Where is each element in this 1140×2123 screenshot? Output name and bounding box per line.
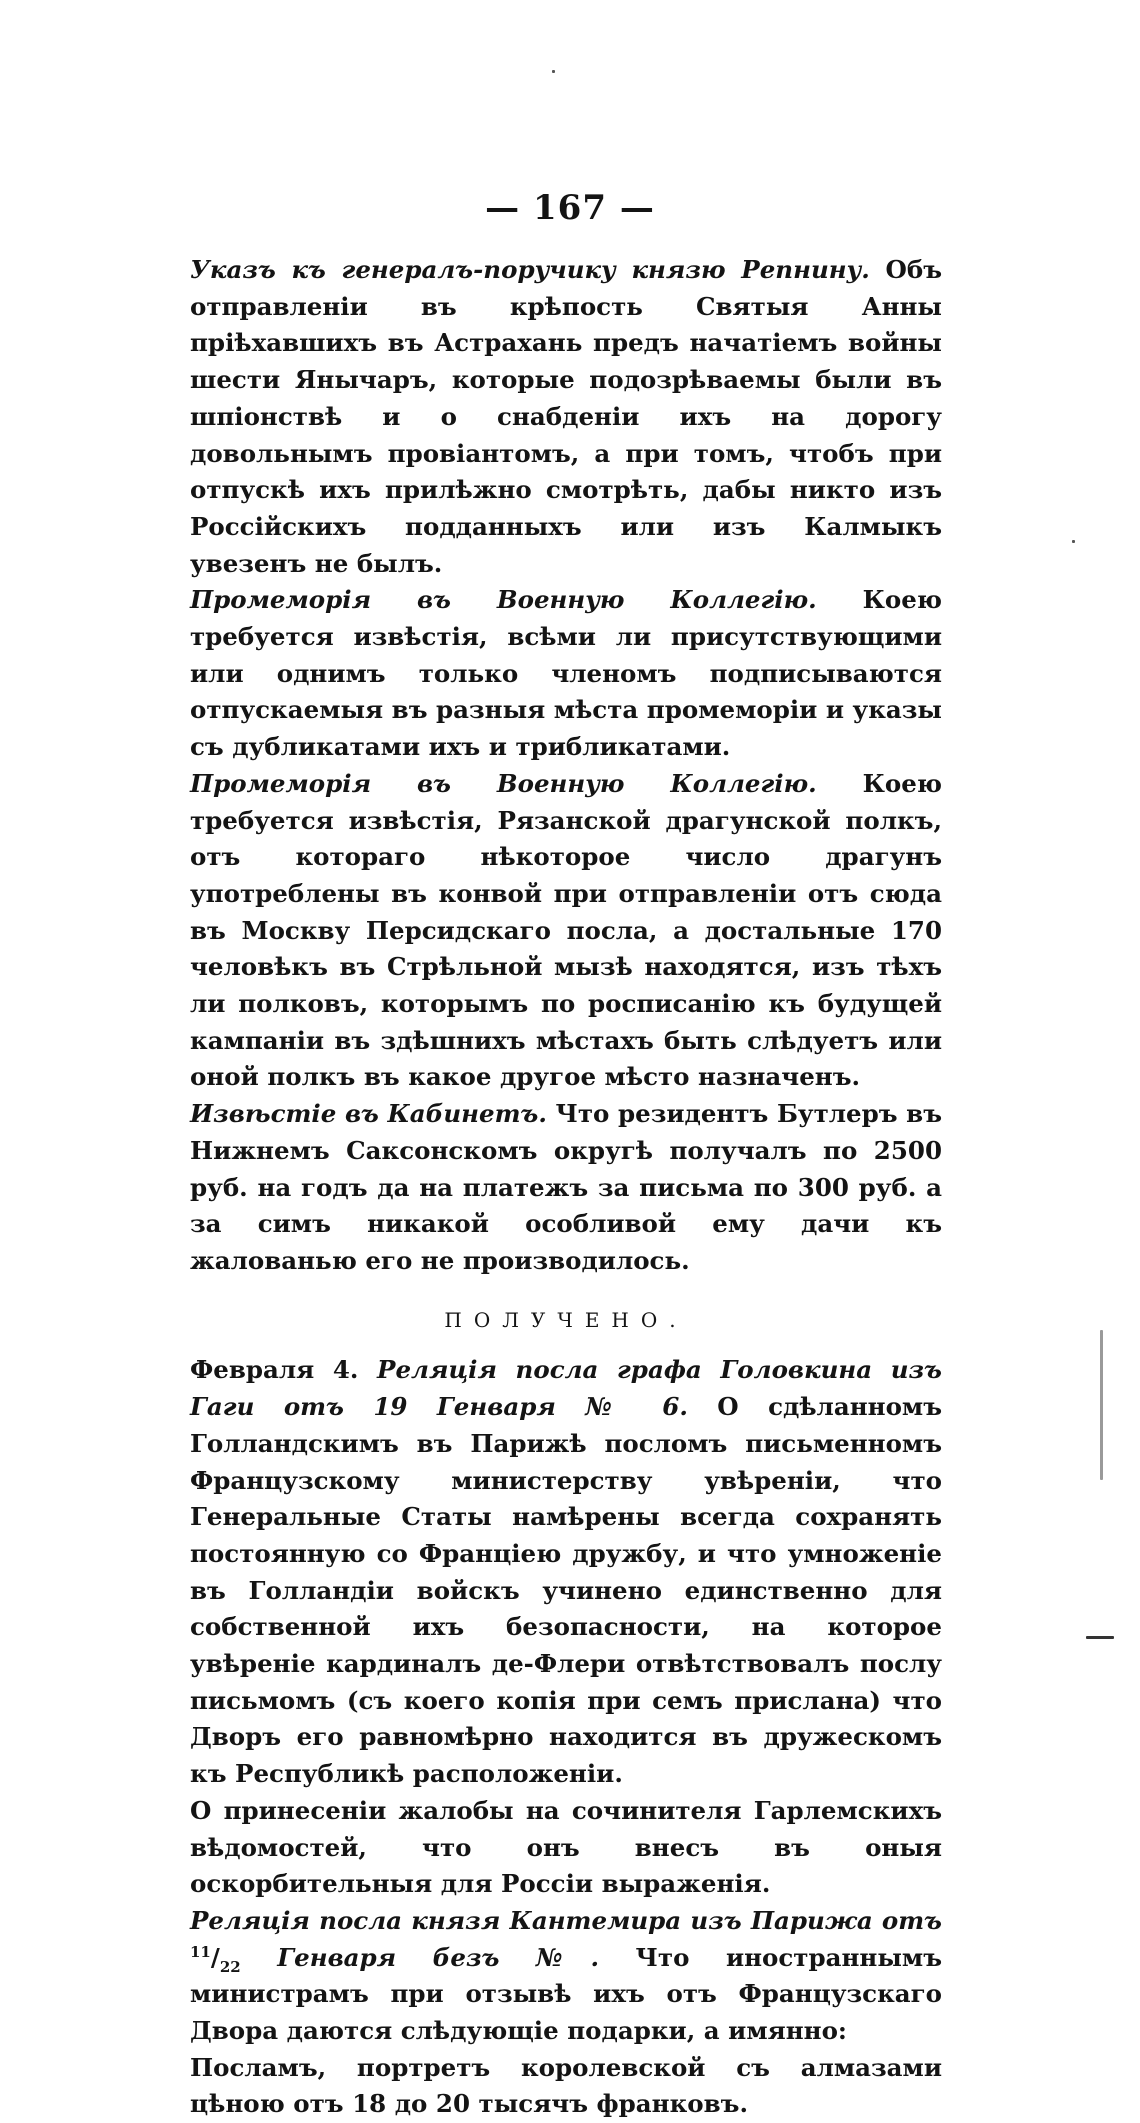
entry-1-lead: Указъ къ генералъ-поручику князю Репнину. — [190, 255, 870, 284]
entry-4-body: Что резидентъ Бутлеръ въ Нижнемъ Саксонскомъ округѣ получалъ по 2500 руб. на годъ да на платежъ за письма по 300 руб. а за симъ никакой особливой ему дачи къ жалованью его не производилось. — [190, 1099, 942, 1275]
received-entry-1-lead: Реляція посла графа Головкина изъ Гаги отъ 19 Генваря № 6. — [190, 1355, 942, 1422]
entry-3 — [190, 766, 942, 1096]
page-number: — 167 — — [485, 188, 655, 228]
section-heading: ПОЛУЧЕНО. — [444, 1307, 688, 1332]
entry-3-body: Коею требуется извѣстія, Рязанской драгунской полкъ, отъ котораго нѣкоторое число драгунъ употреблены въ конвой при отправленіи отъ сюда въ Москву Персидскаго посла, а достальные 170 человѣкъ въ Стрѣльной мызѣ находятся, изъ тѣхъ ли полковъ, которымъ по росписанію къ будущей кампаніи въ здѣшнихъ мѣстахъ быть слѣдуетъ или оной полкъ въ какое другое мѣсто назначенъ. — [190, 768, 942, 1092]
entry-4 — [190, 1096, 942, 1280]
received-entry-3-lead: Реляція посла князя Кантемира изъ Парижа отъ — [190, 1905, 942, 1935]
received-entry-2-body: О принесеніи жалобы на сочинителя Гарлемскихъ вѣдомостей, что онъ внесъ въ оныя оскорбительныя для Россіи выраженія. — [190, 1795, 942, 1899]
entry-2 — [190, 582, 942, 766]
text-column — [190, 252, 942, 2123]
fraction-denominator: 22 — [219, 1957, 241, 1976]
entry-2-body: Коею требуется извѣстія, всѣми ли присутствующими или однимъ только членомъ подписываются отпускаемыя въ разныя мѣста промеморіи и указы съ дубликатами ихъ и трибликатами. — [190, 585, 942, 762]
received-entry-3-lead-end: Генваря безъ №. — [240, 1942, 600, 1972]
received-entry-1-body: О сдѣланномъ Голландскимъ въ Парижѣ посломъ письменномъ Французскому министерству увѣреніи, что Генеральные Статы намѣрены всегда сохранять постоянную со Франціею дружбу, и что умноженіе въ Голландіи войскъ учинено единственно для собственной ихъ безопасности, на которое увѣреніе кардиналъ де-Флери отвѣтствовалъ послу письмомъ (съ коего копія при семъ прислана) что Дворъ его равномѣрно находится въ дружескомъ къ Республикѣ расположеніи. — [190, 1392, 942, 1789]
received-entry-3-body: Что иностраннымъ министрамъ при отзывѣ ихъ отъ Французскаго Двора даются слѣдующіе подарки, а имянно: — [190, 1942, 942, 2046]
fraction-numerator: 11 — [190, 1942, 211, 1961]
entry-2-lead: Промеморія въ Военную Коллегію. — [190, 585, 817, 615]
received-entry-1 — [190, 1352, 942, 1792]
scan-mark — [1100, 1330, 1103, 1480]
entry-4-lead: Извѣстіе въ Кабинетъ. — [190, 1099, 547, 1129]
scan-mark — [1086, 1636, 1114, 1639]
received-entry-4-body: Посламъ, портретъ королевской съ алмазами цѣною отъ 18 до 20 тысячъ франковъ. — [190, 2052, 942, 2119]
entry-1 — [190, 252, 942, 582]
received-date: Февраля 4. — [190, 1355, 359, 1385]
scan-mark — [1072, 540, 1075, 543]
entry-1-body: Объ отправленіи въ крѣпость Святыя Анны пріѣхавшихъ въ Астрахань предъ начатіемъ войны шести Янычаръ, которые подозрѣваемы были въ шпіонствѣ и о снабденіи ихъ на дорогу довольнымъ провіантомъ, а при томъ, чтобъ при отпускѣ ихъ прилѣжно смотрѣть, дабы никто изъ Россійскихъ подданныхъ или изъ Калмыкъ увезенъ не былъ. — [190, 255, 942, 578]
received-entry-4 — [190, 2050, 942, 2123]
received-entry-2 — [190, 1793, 942, 1903]
scan-mark — [552, 70, 555, 73]
entry-3-lead: Промеморія въ Военную Коллегію. — [190, 768, 817, 798]
received-entry-3: Реляція посла князя Кантемира изъ Парижа отъ $^{11}/_{22}$ Генваря безъ №. Что иностраннымъ министрамъ при отзывѣ ихъ отъ Французскаго Двора даются слѣдующіе подарки, а имянно: — [190, 1905, 942, 2046]
